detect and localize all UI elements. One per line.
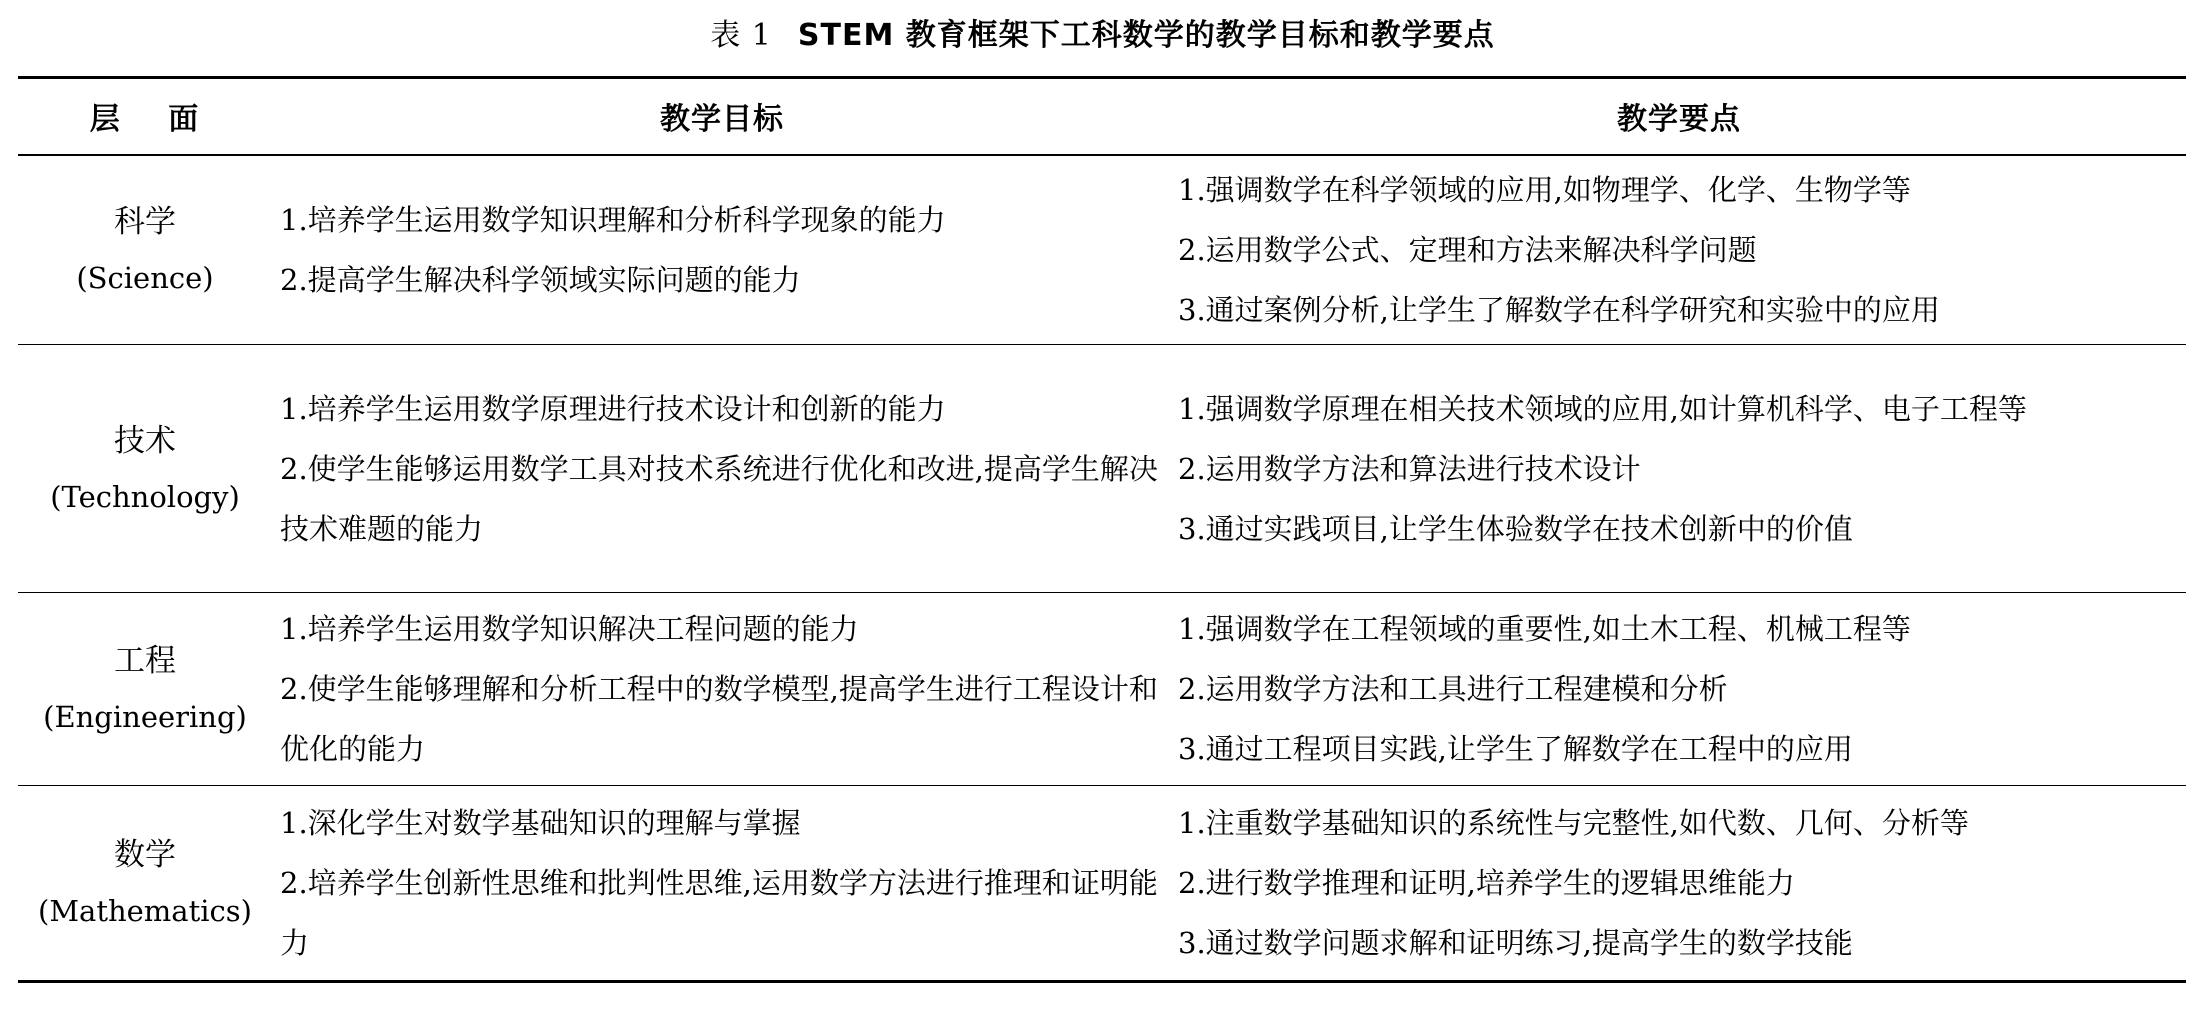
point-item: 1.注重数学基础知识的系统性与完整性,如代数、几何、分析等 — [1178, 806, 1969, 840]
goal-item: 1.培养学生运用数学知识解决工程问题的能力 — [280, 612, 859, 646]
points-cell — [1172, 593, 2186, 786]
layer-name-zh: 科学 — [114, 203, 176, 240]
header-points: 教学要点 — [1172, 78, 2186, 155]
goals-cell — [272, 786, 1172, 982]
goals-cell — [272, 155, 1172, 345]
layer-cell — [18, 155, 272, 345]
points-cell — [1172, 155, 2186, 345]
point-item: 1.强调数学原理在相关技术领域的应用,如计算机科学、电子工程等 — [1178, 391, 2027, 426]
table-row-mathematics — [18, 786, 2186, 982]
goal-item: 1.培养学生运用数学原理进行技术设计和创新的能力 — [280, 391, 946, 426]
goals-cell — [272, 345, 1172, 593]
header-goals: 教学目标 — [272, 78, 1172, 155]
header-layer: 层 面 — [18, 78, 272, 155]
layer-name-zh: 数学 — [114, 837, 176, 873]
layer-name-en: (Mathematics) — [38, 894, 252, 928]
points-cell — [1172, 786, 2186, 982]
goal-item: 2.提高学生解决科学领域实际问题的能力 — [280, 262, 801, 297]
point-item: 3.通过实践项目,让学生体验数学在技术创新中的价值 — [1178, 511, 1853, 546]
point-item: 3.通过数学问题求解和证明练习,提高学生的数学技能 — [1178, 926, 1853, 960]
layer-name-en: (Science) — [76, 260, 214, 295]
layer-name-zh: 技术 — [114, 422, 176, 459]
point-item: 3.通过工程项目实践,让学生了解数学在工程中的应用 — [1178, 732, 1853, 766]
point-item: 1.强调数学在工程领域的重要性,如土木工程、机械工程等 — [1178, 612, 1911, 646]
point-item: 2.运用数学方法和工具进行工程建模和分析 — [1178, 672, 1728, 706]
layer-cell — [18, 593, 272, 786]
goal-item: 2.使学生能够运用数学工具对技术系统进行优化和改进,提高学生解决技术难题的能力 — [280, 451, 1158, 546]
layer-cell — [18, 786, 272, 982]
layer-name-zh: 工程 — [114, 643, 176, 679]
goal-item: 1.深化学生对数学基础知识的理解与掌握 — [280, 806, 801, 840]
table-row-science — [18, 155, 2186, 345]
layer-name-en: (Engineering) — [43, 700, 247, 734]
point-item: 2.运用数学公式、定理和方法来解决科学问题 — [1178, 232, 1757, 267]
goals-cell — [272, 593, 1172, 786]
teaching-goals-table — [18, 76, 2186, 983]
point-item: 2.运用数学方法和算法进行技术设计 — [1178, 451, 1641, 486]
table-number: 表 1 — [710, 18, 772, 53]
layer-name-en: (Technology) — [50, 479, 240, 514]
point-item: 1.强调数学在科学领域的应用,如物理学、化学、生物学等 — [1178, 172, 1911, 207]
goal-item: 2.使学生能够理解和分析工程中的数学模型,提高学生进行工程设计和优化的能力 — [280, 672, 1158, 766]
layer-cell — [18, 345, 272, 593]
table-row-technology — [18, 345, 2186, 593]
table-title: STEM 教育框架下工科数学的教学目标和教学要点 — [797, 18, 1495, 53]
table-row-engineering — [18, 593, 2186, 786]
table-caption — [0, 14, 2205, 58]
goal-item: 1.培养学生运用数学知识理解和分析科学现象的能力 — [280, 202, 946, 237]
point-item: 3.通过案例分析,让学生了解数学在科学研究和实验中的应用 — [1178, 292, 1940, 327]
point-item: 2.进行数学推理和证明,培养学生的逻辑思维能力 — [1178, 866, 1795, 900]
goal-item: 2.培养学生创新性思维和批判性思维,运用数学方法进行推理和证明能力 — [280, 866, 1158, 960]
table-header-row — [18, 78, 2186, 155]
points-cell — [1172, 345, 2186, 593]
